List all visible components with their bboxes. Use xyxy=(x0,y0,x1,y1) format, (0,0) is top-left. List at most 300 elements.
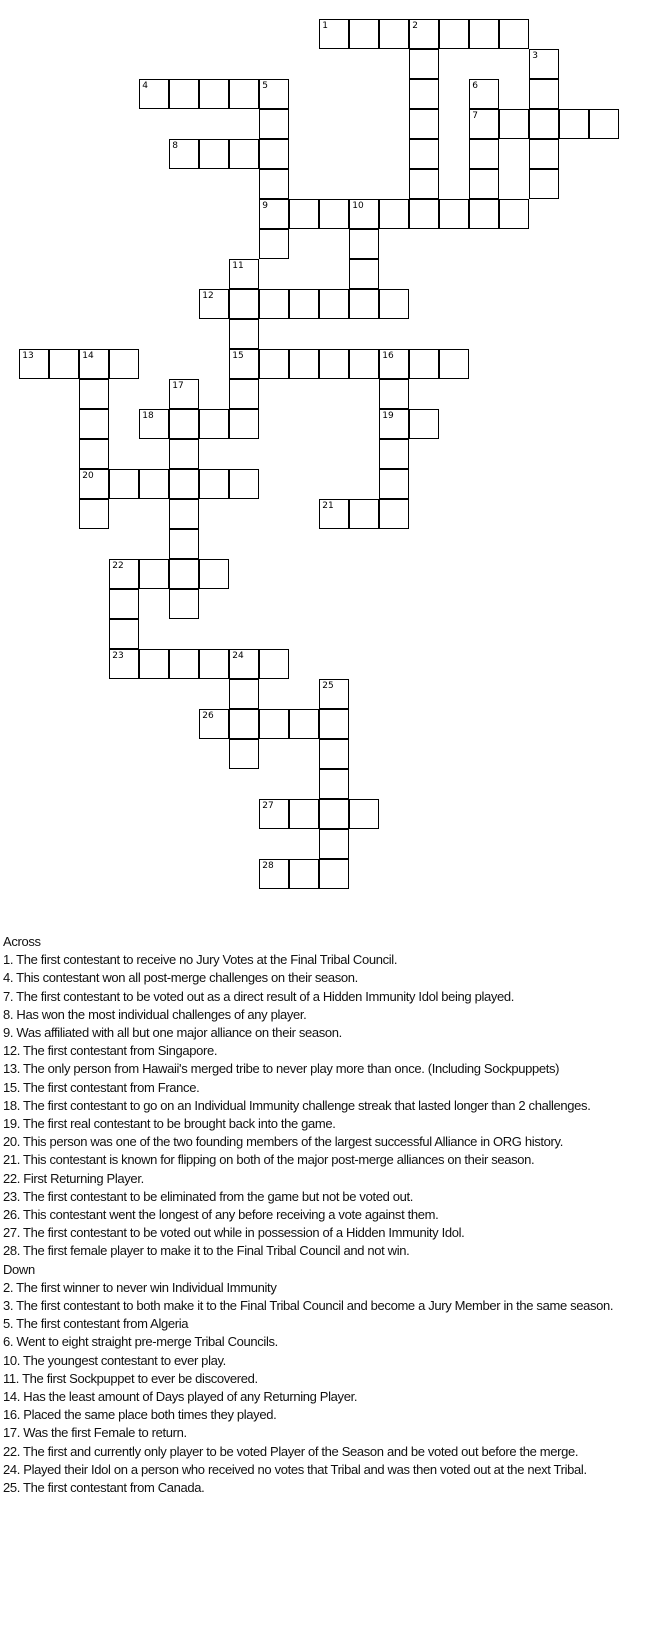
grid-cell[interactable] xyxy=(109,589,139,619)
down-clue: 22. The first and currently only player to be voted Player of the Season and be voted out before the merge. xyxy=(3,1443,579,1459)
grid-cell[interactable] xyxy=(409,349,439,379)
clue-number: 26 xyxy=(202,711,214,722)
grid-cell[interactable] xyxy=(319,499,349,529)
grid-cell[interactable] xyxy=(499,199,529,229)
grid-cell[interactable] xyxy=(379,439,409,469)
letter-input[interactable] xyxy=(320,830,348,858)
letter-input[interactable] xyxy=(200,560,228,588)
grid-cell[interactable] xyxy=(409,109,439,139)
grid-cell[interactable] xyxy=(349,199,379,229)
letter-input[interactable] xyxy=(350,500,378,528)
grid-cell[interactable] xyxy=(79,409,109,439)
clue-number: 10 xyxy=(352,201,364,212)
across-clue: 19. The first real contestant to be brought back into the game. xyxy=(3,1116,336,1132)
letter-input[interactable] xyxy=(20,350,48,378)
letter-input[interactable] xyxy=(500,200,528,228)
letter-input[interactable] xyxy=(470,170,498,198)
clue-number: 23 xyxy=(112,651,124,662)
letter-input[interactable] xyxy=(470,140,498,168)
grid-cell[interactable] xyxy=(199,139,229,169)
letter-input[interactable] xyxy=(410,200,438,228)
clue-number: 14 xyxy=(82,351,94,362)
letter-input[interactable] xyxy=(380,200,408,228)
grid-cell[interactable] xyxy=(379,499,409,529)
down-clue: 25. The first contestant from Canada. xyxy=(3,1480,205,1496)
letter-input[interactable] xyxy=(320,740,348,768)
letter-input[interactable] xyxy=(170,380,198,408)
letter-input[interactable] xyxy=(140,470,168,498)
grid-cell[interactable] xyxy=(379,379,409,409)
grid-cell[interactable] xyxy=(529,79,559,109)
clue-number: 11 xyxy=(232,261,244,272)
across-clue: 27. The first contestant to be voted out while in possession of a Hidden Immunity Idol. xyxy=(3,1225,465,1241)
grid-cell[interactable] xyxy=(169,469,199,499)
clue-list xyxy=(3,933,648,1497)
letter-input[interactable] xyxy=(500,20,528,48)
letter-input[interactable] xyxy=(290,800,318,828)
letter-input[interactable] xyxy=(110,350,138,378)
letter-input[interactable] xyxy=(230,290,258,318)
grid-cell[interactable] xyxy=(259,799,289,829)
letter-input[interactable] xyxy=(530,50,558,78)
clue-number: 25 xyxy=(322,681,334,692)
grid-cell[interactable] xyxy=(349,799,379,829)
down-clue: 10. The youngest contestant to ever play. xyxy=(3,1352,226,1368)
clue-number: 19 xyxy=(382,411,394,422)
clue-number: 17 xyxy=(172,381,184,392)
letter-input[interactable] xyxy=(200,710,228,738)
grid-cell[interactable] xyxy=(169,499,199,529)
letter-input[interactable] xyxy=(230,410,258,438)
grid-cell[interactable] xyxy=(79,349,109,379)
grid-cell[interactable] xyxy=(319,289,349,319)
letter-input[interactable] xyxy=(260,800,288,828)
grid-cell[interactable] xyxy=(229,679,259,709)
letter-input[interactable] xyxy=(230,320,258,348)
clue-number: 3 xyxy=(532,51,538,62)
letter-input[interactable] xyxy=(590,110,618,138)
grid-cell[interactable] xyxy=(259,169,289,199)
across-clue: 26. This contestant went the longest of any before receiving a vote against them. xyxy=(3,1207,439,1223)
letter-input[interactable] xyxy=(80,380,108,408)
letter-input[interactable] xyxy=(380,20,408,48)
letter-input[interactable] xyxy=(260,200,288,228)
grid-cell[interactable] xyxy=(289,859,319,889)
grid-cell[interactable] xyxy=(379,409,409,439)
grid-cell[interactable] xyxy=(49,349,79,379)
letter-input[interactable] xyxy=(320,860,348,888)
letter-input[interactable] xyxy=(290,860,318,888)
down-clue: 11. The first Sockpuppet to ever be discovered. xyxy=(3,1370,258,1386)
grid-cell[interactable] xyxy=(259,199,289,229)
grid-cell[interactable] xyxy=(349,229,379,259)
down-clue: 2. The first winner to never win Individual Immunity xyxy=(3,1279,277,1295)
letter-input[interactable] xyxy=(170,140,198,168)
grid-cell[interactable] xyxy=(139,469,169,499)
clue-number: 2 xyxy=(412,21,418,32)
letter-input[interactable] xyxy=(110,620,138,648)
letter-input[interactable] xyxy=(290,350,318,378)
letter-input[interactable] xyxy=(290,710,318,738)
letter-input[interactable] xyxy=(410,110,438,138)
grid-cell[interactable] xyxy=(79,439,109,469)
letter-input[interactable] xyxy=(350,350,378,378)
letter-input[interactable] xyxy=(410,140,438,168)
grid-cell[interactable] xyxy=(559,109,589,139)
grid-cell[interactable] xyxy=(79,379,109,409)
letter-input[interactable] xyxy=(350,20,378,48)
grid-cell[interactable] xyxy=(139,79,169,109)
grid-cell[interactable] xyxy=(439,199,469,229)
grid-cell[interactable] xyxy=(169,409,199,439)
grid-cell[interactable] xyxy=(139,409,169,439)
letter-input[interactable] xyxy=(320,680,348,708)
letter-input[interactable] xyxy=(110,470,138,498)
grid-cell[interactable] xyxy=(409,79,439,109)
letter-input[interactable] xyxy=(500,110,528,138)
across-clue: 1. The first contestant to receive no Jury Votes at the Final Tribal Council. xyxy=(3,952,398,968)
across-clue: 28. The first female player to make it to the Final Tribal Council and not win. xyxy=(3,1243,410,1259)
grid-cell[interactable] xyxy=(409,49,439,79)
letter-input[interactable] xyxy=(410,170,438,198)
grid-cell[interactable] xyxy=(349,259,379,289)
grid-cell[interactable] xyxy=(469,139,499,169)
grid-cell[interactable] xyxy=(109,349,139,379)
grid-cell[interactable] xyxy=(319,799,349,829)
grid-cell[interactable] xyxy=(529,109,559,139)
grid-cell[interactable] xyxy=(319,769,349,799)
letter-input[interactable] xyxy=(410,80,438,108)
across-clue: 18. The first contestant to go on an Individual Immunity challenge streak that lasted longer than 2 challenges. xyxy=(3,1097,591,1113)
grid-cell[interactable] xyxy=(439,349,469,379)
grid-cell[interactable] xyxy=(409,139,439,169)
grid-cell[interactable] xyxy=(379,199,409,229)
down-clue: 3. The first contestant to both make it to the Final Tribal Council and become a Jury Member in the same season. xyxy=(3,1298,614,1314)
grid-cell[interactable] xyxy=(199,409,229,439)
grid-cell[interactable] xyxy=(169,139,199,169)
letter-input[interactable] xyxy=(440,200,468,228)
letter-input[interactable] xyxy=(80,410,108,438)
letter-input[interactable] xyxy=(320,350,348,378)
letter-input[interactable] xyxy=(440,350,468,378)
letter-input[interactable] xyxy=(170,470,198,498)
letter-input[interactable] xyxy=(380,380,408,408)
letter-input[interactable] xyxy=(230,260,258,288)
grid-cell[interactable] xyxy=(379,19,409,49)
grid-cell[interactable] xyxy=(589,109,619,139)
grid-cell[interactable] xyxy=(319,739,349,769)
grid-cell[interactable] xyxy=(169,79,199,109)
grid-cell[interactable] xyxy=(79,499,109,529)
letter-input[interactable] xyxy=(440,20,468,48)
grid-cell[interactable] xyxy=(259,859,289,889)
letter-input[interactable] xyxy=(380,410,408,438)
grid-cell[interactable] xyxy=(199,559,229,589)
letter-input[interactable] xyxy=(260,710,288,738)
grid-cell[interactable] xyxy=(139,649,169,679)
across-clue: 13. The only person from Hawaii's merged tribe to never play more than once. (Including Sockpuppets) xyxy=(3,1061,560,1077)
letter-input[interactable] xyxy=(260,170,288,198)
across-clue: 12. The first contestant from Singapore. xyxy=(3,1043,218,1059)
letter-input[interactable] xyxy=(560,110,588,138)
letter-input[interactable] xyxy=(230,710,258,738)
grid-cell[interactable] xyxy=(109,469,139,499)
clue-number: 22 xyxy=(112,561,124,572)
across-clue: 20. This person was one of the two founding members of the largest successful Alliance in ORG history. xyxy=(3,1134,563,1150)
grid-cell[interactable] xyxy=(319,829,349,859)
grid-cell[interactable] xyxy=(109,649,139,679)
clue-number: 5 xyxy=(262,81,268,92)
grid-cell[interactable] xyxy=(169,529,199,559)
grid-cell[interactable] xyxy=(229,139,259,169)
down-clue: 17. Was the first Female to return. xyxy=(3,1425,187,1441)
grid-cell[interactable] xyxy=(169,379,199,409)
grid-cell[interactable] xyxy=(349,499,379,529)
grid-cell[interactable] xyxy=(259,709,289,739)
letter-input[interactable] xyxy=(230,650,258,678)
across-clue: 23. The first contestant to be eliminated from the game but not be voted out. xyxy=(3,1188,414,1204)
letter-input[interactable] xyxy=(230,140,258,168)
grid-cell[interactable] xyxy=(229,319,259,349)
clue-number: 18 xyxy=(142,411,154,422)
letter-input[interactable] xyxy=(410,350,438,378)
letter-input[interactable] xyxy=(230,380,258,408)
grid-cell[interactable] xyxy=(319,679,349,709)
grid-cell[interactable] xyxy=(499,19,529,49)
letter-input[interactable] xyxy=(230,80,258,108)
grid-cell[interactable] xyxy=(469,169,499,199)
grid-cell[interactable] xyxy=(289,289,319,319)
grid-cell[interactable] xyxy=(259,109,289,139)
letter-input[interactable] xyxy=(530,140,558,168)
grid-cell[interactable] xyxy=(379,349,409,379)
grid-cell[interactable] xyxy=(409,199,439,229)
grid-cell[interactable] xyxy=(169,649,199,679)
grid-cell[interactable] xyxy=(319,709,349,739)
letter-input[interactable] xyxy=(380,440,408,468)
grid-cell[interactable] xyxy=(379,289,409,319)
grid-cell[interactable] xyxy=(289,799,319,829)
letter-input[interactable] xyxy=(260,140,288,168)
grid-cell[interactable] xyxy=(199,79,229,109)
clue-number: 7 xyxy=(472,111,478,122)
letter-input[interactable] xyxy=(260,80,288,108)
grid-cell[interactable] xyxy=(229,349,259,379)
grid-cell[interactable] xyxy=(379,469,409,499)
letter-input[interactable] xyxy=(260,350,288,378)
letter-input[interactable] xyxy=(530,110,558,138)
letter-input[interactable] xyxy=(290,290,318,318)
letter-input[interactable] xyxy=(170,530,198,558)
letter-input[interactable] xyxy=(320,710,348,738)
grid-cell[interactable] xyxy=(349,289,379,319)
letter-input[interactable] xyxy=(80,470,108,498)
letter-input[interactable] xyxy=(350,200,378,228)
grid-cell[interactable] xyxy=(229,379,259,409)
clue-number: 12 xyxy=(202,291,214,302)
grid-cell[interactable] xyxy=(409,19,439,49)
letter-input[interactable] xyxy=(170,410,198,438)
letter-input[interactable] xyxy=(170,500,198,528)
grid-cell[interactable] xyxy=(319,349,349,379)
letter-input[interactable] xyxy=(140,560,168,588)
letter-input[interactable] xyxy=(200,410,228,438)
letter-input[interactable] xyxy=(230,350,258,378)
letter-input[interactable] xyxy=(410,50,438,78)
grid-cell[interactable] xyxy=(199,649,229,679)
letter-input[interactable] xyxy=(260,110,288,138)
clue-number: 1 xyxy=(322,21,328,32)
grid-cell[interactable] xyxy=(109,619,139,649)
grid-cell[interactable] xyxy=(139,559,169,589)
grid-cell[interactable] xyxy=(409,169,439,199)
clue-number: 27 xyxy=(262,801,274,812)
grid-cell[interactable] xyxy=(229,709,259,739)
grid-cell[interactable] xyxy=(109,559,139,589)
grid-cell[interactable] xyxy=(469,19,499,49)
grid-cell[interactable] xyxy=(229,739,259,769)
grid-cell[interactable] xyxy=(199,709,229,739)
clue-number: 8 xyxy=(172,141,178,152)
grid-cell[interactable] xyxy=(289,349,319,379)
letter-input[interactable] xyxy=(200,140,228,168)
letter-input[interactable] xyxy=(230,740,258,768)
grid-cell[interactable] xyxy=(169,589,199,619)
letter-input[interactable] xyxy=(260,290,288,318)
letter-input[interactable] xyxy=(200,470,228,498)
letter-input[interactable] xyxy=(170,440,198,468)
down-clue: 5. The first contestant from Algeria xyxy=(3,1316,189,1332)
letter-input[interactable] xyxy=(320,290,348,318)
letter-input[interactable] xyxy=(320,770,348,798)
letter-input[interactable] xyxy=(320,800,348,828)
grid-cell[interactable] xyxy=(529,139,559,169)
letter-input[interactable] xyxy=(320,200,348,228)
grid-cell[interactable] xyxy=(199,289,229,319)
across-clue: 21. This contestant is known for flipping on both of the major post-merge alliances on their season. xyxy=(3,1152,535,1168)
grid-cell[interactable] xyxy=(349,19,379,49)
letter-input[interactable] xyxy=(110,650,138,678)
grid-cell[interactable] xyxy=(289,199,319,229)
grid-cell[interactable] xyxy=(169,439,199,469)
letter-input[interactable] xyxy=(380,470,408,498)
grid-cell[interactable] xyxy=(289,709,319,739)
grid-cell[interactable] xyxy=(319,19,349,49)
grid-cell[interactable] xyxy=(19,349,49,379)
letter-input[interactable] xyxy=(350,290,378,318)
grid-cell[interactable] xyxy=(529,169,559,199)
letter-input[interactable] xyxy=(260,230,288,258)
grid-cell[interactable] xyxy=(259,649,289,679)
grid-cell[interactable] xyxy=(229,289,259,319)
grid-cell[interactable] xyxy=(319,859,349,889)
letter-input[interactable] xyxy=(50,350,78,378)
clue-number: 4 xyxy=(142,81,148,92)
across-clue: 9. Was affiliated with all but one major alliance on their season. xyxy=(3,1025,342,1041)
grid-cell[interactable] xyxy=(469,109,499,139)
letter-input[interactable] xyxy=(260,650,288,678)
letter-input[interactable] xyxy=(470,20,498,48)
grid-cell[interactable] xyxy=(259,229,289,259)
grid-cell[interactable] xyxy=(469,199,499,229)
letter-input[interactable] xyxy=(200,80,228,108)
grid-cell[interactable] xyxy=(499,109,529,139)
letter-input[interactable] xyxy=(410,410,438,438)
grid-cell[interactable] xyxy=(319,199,349,229)
letter-input[interactable] xyxy=(320,20,348,48)
letter-input[interactable] xyxy=(530,170,558,198)
letter-input[interactable] xyxy=(410,20,438,48)
down-clues xyxy=(3,1279,648,1497)
letter-input[interactable] xyxy=(320,500,348,528)
letter-input[interactable] xyxy=(470,200,498,228)
letter-input[interactable] xyxy=(470,80,498,108)
letter-input[interactable] xyxy=(80,440,108,468)
grid-cell[interactable] xyxy=(349,349,379,379)
letter-input[interactable] xyxy=(200,650,228,678)
letter-input[interactable] xyxy=(470,110,498,138)
grid-cell[interactable] xyxy=(229,649,259,679)
letter-input[interactable] xyxy=(230,470,258,498)
letter-input[interactable] xyxy=(80,350,108,378)
letter-input[interactable] xyxy=(290,200,318,228)
grid-cell[interactable] xyxy=(259,139,289,169)
letter-input[interactable] xyxy=(200,290,228,318)
grid-cell[interactable] xyxy=(439,19,469,49)
letter-input[interactable] xyxy=(170,650,198,678)
clue-number: 16 xyxy=(382,351,394,362)
letter-input[interactable] xyxy=(230,680,258,708)
grid-cell[interactable] xyxy=(409,409,439,439)
letter-input[interactable] xyxy=(380,350,408,378)
down-clue: 14. Has the least amount of Days played of any Returning Player. xyxy=(3,1389,358,1405)
grid-cell[interactable] xyxy=(229,469,259,499)
grid-cell[interactable] xyxy=(259,79,289,109)
letter-input[interactable] xyxy=(260,860,288,888)
grid-cell[interactable] xyxy=(79,469,109,499)
clue-number: 13 xyxy=(22,351,34,362)
grid-cell[interactable] xyxy=(229,79,259,109)
letter-input[interactable] xyxy=(140,410,168,438)
grid-cell[interactable] xyxy=(229,259,259,289)
across-clue: 8. Has won the most individual challenges of any player. xyxy=(3,1006,307,1022)
letter-input[interactable] xyxy=(380,290,408,318)
letter-input[interactable] xyxy=(170,560,198,588)
letter-input[interactable] xyxy=(170,590,198,618)
letter-input[interactable] xyxy=(140,650,168,678)
letter-input[interactable] xyxy=(80,500,108,528)
down-clue: 24. Played their Idol on a person who received no votes that Tribal and was then voted out at the next Tribal. xyxy=(3,1461,587,1477)
letter-input[interactable] xyxy=(110,560,138,588)
letter-input[interactable] xyxy=(350,230,378,258)
grid-cell[interactable] xyxy=(469,79,499,109)
letter-input[interactable] xyxy=(110,590,138,618)
down-clue: 6. Went to eight straight pre-merge Tribal Councils. xyxy=(3,1334,278,1350)
grid-cell[interactable] xyxy=(229,409,259,439)
letter-input[interactable] xyxy=(380,500,408,528)
letter-input[interactable] xyxy=(350,260,378,288)
letter-input[interactable] xyxy=(350,800,378,828)
letter-input[interactable] xyxy=(530,80,558,108)
grid-cell[interactable] xyxy=(259,349,289,379)
grid-cell[interactable] xyxy=(259,289,289,319)
grid-cell[interactable] xyxy=(529,49,559,79)
grid-cell[interactable] xyxy=(199,469,229,499)
clue-number: 6 xyxy=(472,81,478,92)
letter-input[interactable] xyxy=(140,80,168,108)
letter-input[interactable] xyxy=(170,80,198,108)
grid-cell[interactable] xyxy=(169,559,199,589)
